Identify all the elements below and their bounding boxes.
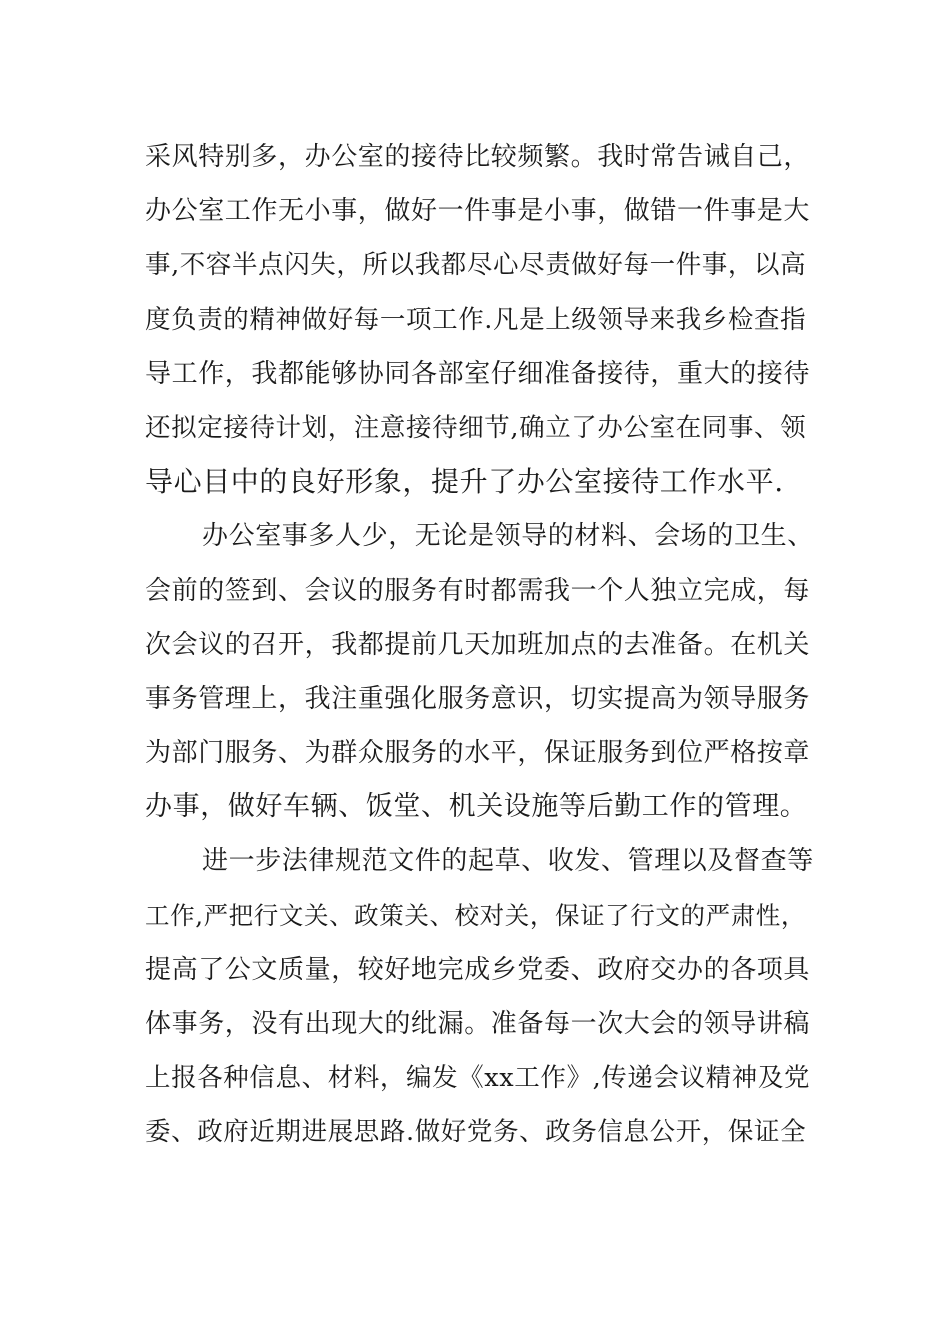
text-line: 会前的签到、会议的服务有时都需我一个人独立完成，每 bbox=[145, 575, 811, 606]
text-line: 还拟定接待计划，注意接待细节,确立了办公室在同事、领 bbox=[145, 412, 807, 443]
text-line: 事,不容半点闪失，所以我都尽心尽责做好每一件事，以高 bbox=[145, 250, 807, 281]
text-line: 度负责的精神做好每一项工作.凡是上级领导来我乡检查指 bbox=[145, 304, 807, 335]
text-line: 采风特别多，办公室的接待比较频繁。我时常告诫自己， bbox=[145, 142, 811, 172]
text-line: 体事务，没有出现大的纰漏。准备每一次大会的领导讲稿 bbox=[145, 1009, 811, 1039]
text-line: 次会议的召开，我都提前几天加班加点的去准备。在机关 bbox=[145, 629, 811, 660]
text-line: 导心目中的良好形象，提升了办公室接待工作水平. bbox=[145, 465, 784, 499]
text-line: 为部门服务、为群众服务的水平，保证服务到位严格按章 bbox=[145, 738, 811, 769]
text-line: 导工作，我都能够协同各部室仔细准备接待，重大的接待 bbox=[145, 358, 811, 389]
text-line: 办事，做好车辆、饭堂、机关设施等后勤工作的管理。 bbox=[145, 791, 808, 823]
text-line: 进一步法律规范文件的起草、收发、管理以及督查等 bbox=[202, 846, 814, 877]
text-line: 办公室事多人少，无论是领导的材料、会场的卫生、 bbox=[202, 521, 814, 552]
text-line: 提高了公文质量，较好地完成乡党委、政府交办的各项具 bbox=[145, 954, 811, 985]
text-line: 事务管理上，我注重强化服务意识，切实提高为领导服务 bbox=[145, 683, 811, 714]
document-body bbox=[145, 130, 814, 1160]
text-line: 办公室工作无小事，做好一件事是小事，做错一件事是大 bbox=[145, 196, 811, 227]
text-line: 工作,严把行文关、政策关、校对关，保证了行文的严肃性， bbox=[145, 900, 806, 930]
text-line: 上报各种信息、材料，编发《xx工作》,传递会议精神及党 bbox=[145, 1063, 811, 1094]
text-line: 委、政府近期进展思路.做好党务、政务信息公开，保证全 bbox=[145, 1117, 807, 1148]
